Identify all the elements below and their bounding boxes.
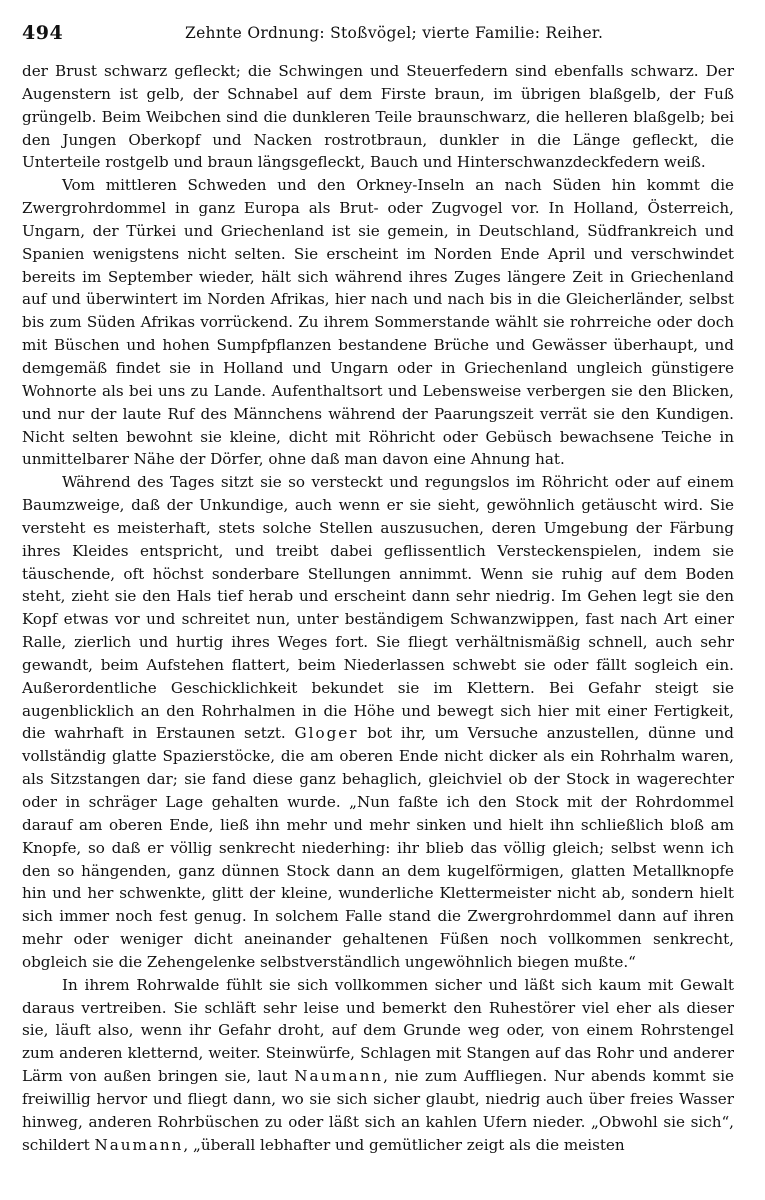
paragraph-2 [22,174,734,471]
page-number: 494 [22,22,64,44]
paragraph-3 [22,471,734,974]
paragraph-1-text: der Brust schwarz gefleckt; die Schwingen und Steuerfedern sind ebenfalls schwarz. Der Augenstern ist gelb, der Schnabel auf dem Firste braun, im übrigen blaßgelb, der Fuß grüngelb. Beim Weibchen sind die dunkleren Teile braunschwarz, die helleren blaßgelb; bei den Jungen Oberkopf und Nacken rostrotbraun, dunkler in die Länge gefleckt, die Unterteile rostgelb und braun längsgefleckt, Bauch und Hinterschwanzdeckfedern weiß. [22,62,734,172]
paragraph-4-text-before: In ihrem Rohrwalde fühlt sie sich vollkommen sicher und läßt sich kaum mit Gewalt daraus vertreiben. Sie schläft sehr leise und bemerkt den Ruhestörer viel eher als dieser sie, läuft also, wenn ihr Gefahr droht, auf dem Grunde weg oder, von einem Rohrstengel zum anderen kletternd, weiter. Steinwürfe, Schlagen mit Stangen auf das Rohr und anderer Lärm von außen bringen sie, laut [22,975,734,1086]
author-name-naumann-2: Naumann [94,1135,184,1154]
page-header [22,22,742,52]
paragraph-2-text: Vom mittleren Schweden und den Orkney-Inseln an nach Süden hin kommt die Zwergrohrdommel in ganz Europa als Brut- oder Zugvogel vor. In Holland, Österreich, Ungarn, der Türkei und Griechenland ist sie gemein, in Deutschland, Südfrankreich und Spanien wenigstens nicht selten. Sie erscheint im Norden Ende April und verschwindet bereits im September wieder, hält sich während ihres Zuges längere Zeit in Griechenland auf und überwintert im Norden Afrikas, hier nach und nach bis in die Gleicherländer, selbst bis zum Süden Afrikas vorrückend. Zu ihrem Sommerstande wählt sie rohrreiche oder doch mit Büschen und hohen Sumpfpflanzen bestandene Brüche und Gewässer überhaupt, und demgemäß findet sie in Holland und Ungarn oder in Griechenland ungleich günstigere Wohnorte als bei uns zu Lande. Aufenthaltsort und Lebensweise verbergen sie den Blicken, und nur der laute Ruf des Männchens während der Paarungszeit verrät sie den Kundigen. Nicht selten bewohnt sie kleine, dicht mit Röhricht oder Gebüsch bewachsene Teiche in unmittelbarer Nähe der Dörfer, ohne daß man davon eine Ahnung hat. [22,176,734,469]
paragraph-1 [22,60,734,174]
author-name-naumann: Naumann [294,1067,384,1086]
running-head: Zehnte Ordnung: Stoßvögel; vierte Familie: Reiher. [185,24,604,42]
author-name-gloger: Gloger [294,724,359,743]
paragraph-4 [22,974,734,1157]
paragraph-3-text-after: bot ihr, um Versuche anzustellen, dünne und vollständig glatte Spazierstöcke, die am oberen Ende nicht dicker als ein Rohrhalm waren, als Sitzstangen dar; sie fand diese ganz behaglich, gleichviel ob der Stock in wagerechter oder in schräger Lage gehalten wurde. „Nun faßte ich den Stock mit der Rohrdommel darauf am oberen Ende, ließ ihn mehr und mehr sinken und hielt ihn schließlich bloß am Knopfe, so daß er völlig senkrecht niederhing: ihr blieb das völlig gleich; selbst wenn ich den so hängenden, ganz dünnen Stock dann an dem kugelförmigen, glatten Metallknopfe hin und her schwenkte, glitt der kleine, wunderliche Klettermeister nicht ab, sondern hielt sich immer noch fest genug. In solchem Falle stand die Zwergrohrdommel dann auf ihren mehr oder weniger dicht aneinander gehaltenen Füßen noch vollkommen senkrecht, obgleich sie die Zehengelenke selbstverständlich ungewöhnlich biegen mußte.“ [22,724,734,971]
body-text [22,60,734,1157]
paragraph-4-text-middle: , nie zum Auffliegen. Nur abends kommt sie freiwillig hervor und fliegt dann, wo sie sich sicher glaubt, niedrig auch über freies Wasser hinweg, anderen Rohrbüschen zu oder läßt sich an kahlen Ufern nieder. „Obwohl sie sich“, schildert [22,1067,735,1154]
paragraph-3-text-before: Während des Tages sitzt sie so versteckt und regungslos im Röhricht oder auf einem Baumzweige, daß der Unkundige, auch wenn er sie sieht, gewöhnlich getäuscht wird. Sie versteht es meisterhaft, stets solche Stellen auszusuchen, deren Umgebung der Färbung ihres Kleides entspricht, und treibt dabei geflissentlich Versteckenspielen, indem sie täuschende, oft höchst sonderbare Stellungen annimmt. Wenn sie ruhig auf dem Boden steht, zieht sie den Hals tief herab und erscheint dann sehr niedrig. Im Gehen legt sie den Kopf etwas vor und schreitet nun, unter beständigem Schwanzwippen, fast nach Art einer Ralle, zierlich und hurtig ihres Weges fort. Sie fliegt verhältnismäßig schnell, auch sehr gewandt, beim Aufstehen flattert, beim Niederlassen schwebt sie oder fällt sogleich ein. Außerordentliche Geschicklichkeit bekundet sie im Klettern. Bei Gefahr steigt sie augenblicklich an den Rohrhalmen in die Höhe und bewegt sich hier mit einer Fertigkeit, die wahrhaft in Erstaunen setzt. [22,473,734,743]
paragraph-4-text-after: , „überall lebhafter und gemütlicher zeigt als die meisten [183,1135,625,1154]
